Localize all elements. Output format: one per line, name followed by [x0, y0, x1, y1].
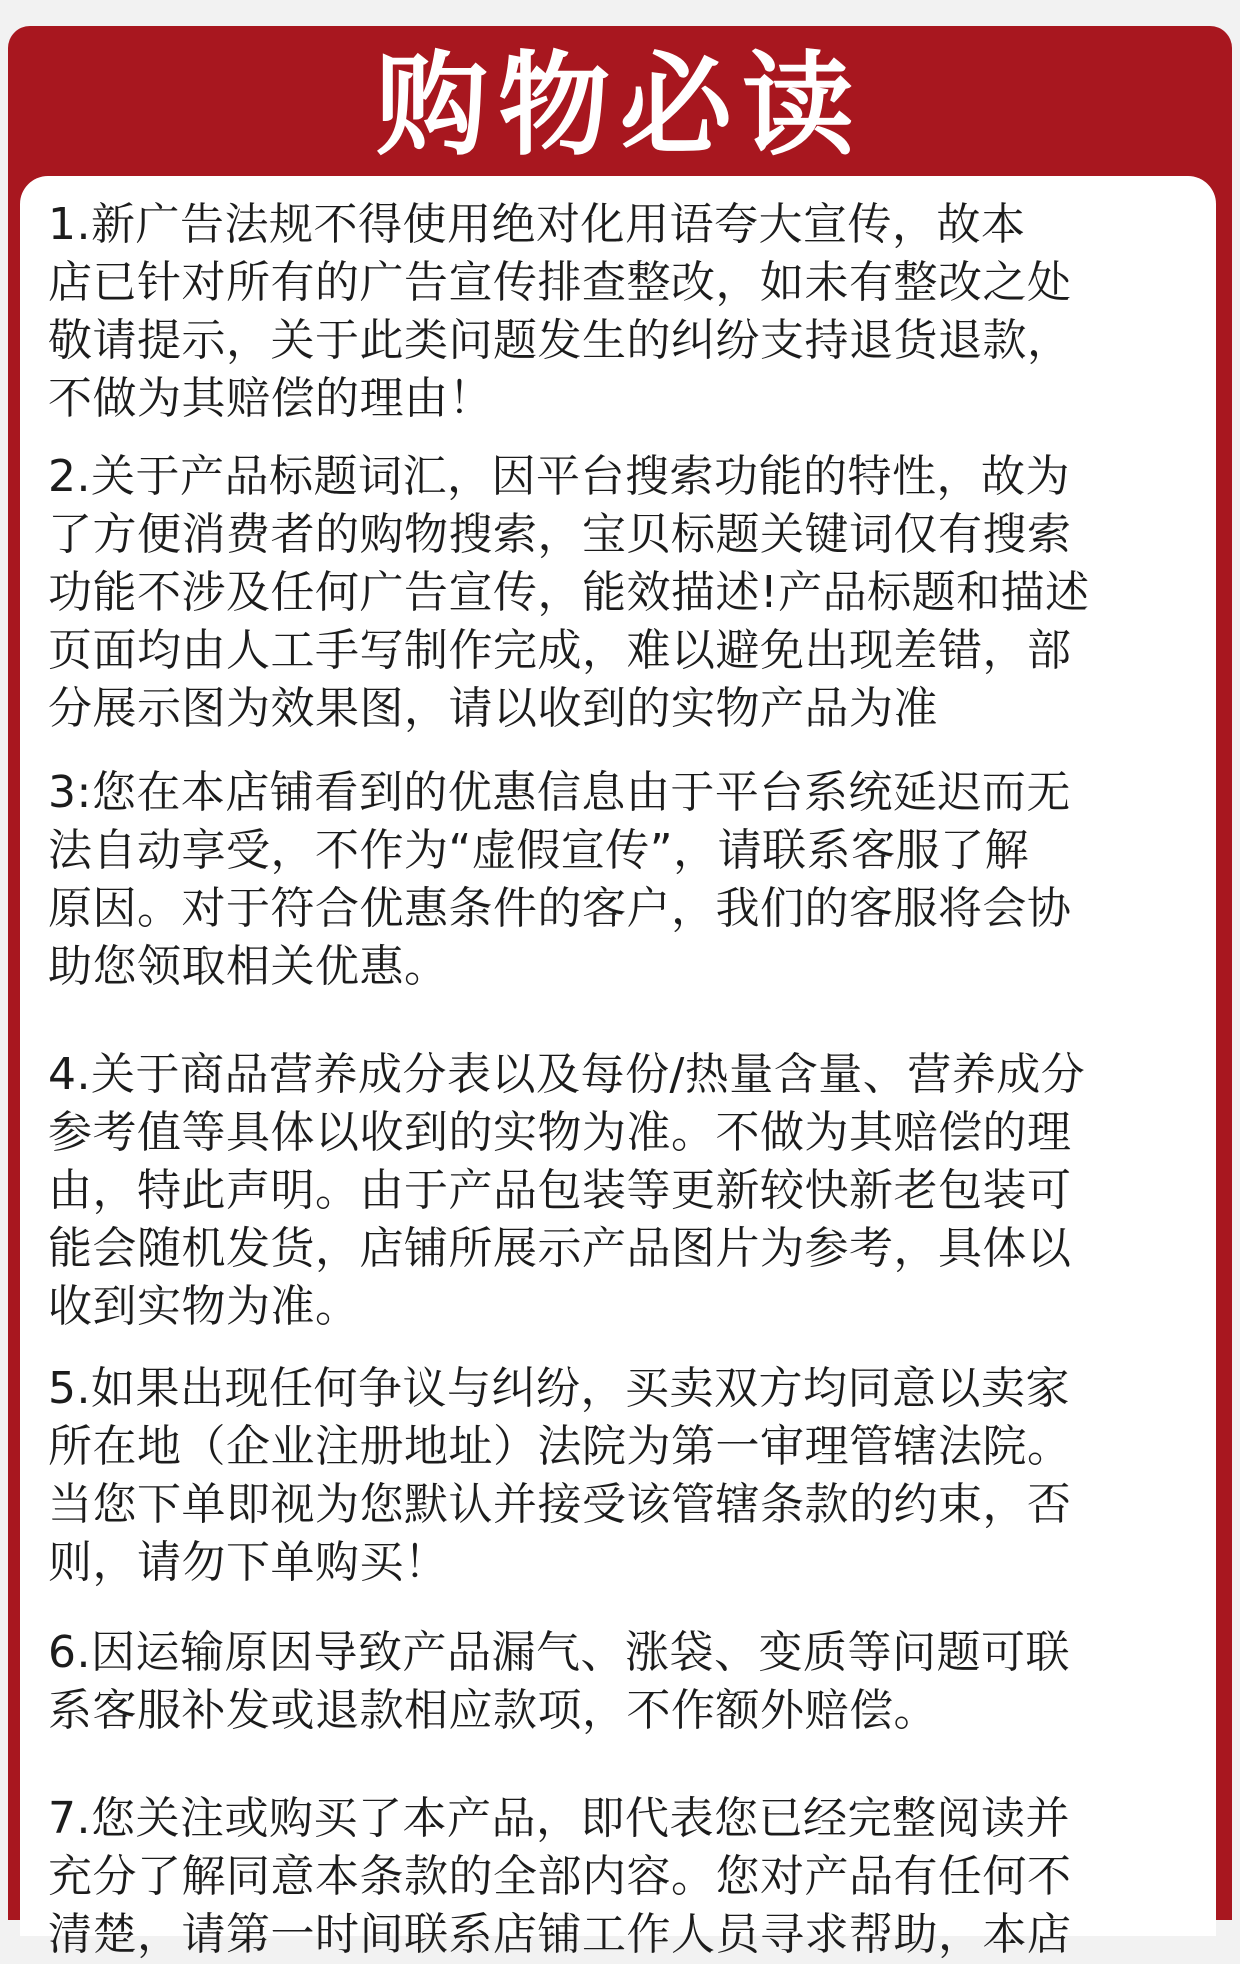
notice-item-4: 4.关于商品营养成分表以及每份/热量含量、营养成分 参考值等具体以收到的实物为准。不做为其赔偿的理 由，特此声明。由于产品包装等更新较快新老包装可 能会随机发货，店铺所展示产品图片为参考，具体以 收到实物为准。	[48, 1049, 1086, 1332]
notice-item-3: 3:您在本店铺看到的优惠信息由于平台系统延迟而无 法自动享受，不作为“虚假宣传”，请联系客服了解 原因。对于符合优惠条件的客户，我们的客服将会协 助您领取相关优惠。	[48, 767, 1072, 992]
notice-item-2: 2.关于产品标题词汇，因平台搜索功能的特性，故为 了方便消费者的购物搜索，宝贝标题关键词仅有搜索 功能不涉及任何广告宣传，能效描述!产品标题和描述 页面均由人工手写制作完成，难以避免出现差错，部 分展示图为效果图，请以收到的实物产品为准	[48, 451, 1090, 734]
page-title: 购物必读	[376, 40, 864, 171]
notice-item-7: 7.您关注或购买了本产品，即代表您已经完整阅读并 充分了解同意本条款的全部内容。您对产品有任何不 清楚，请第一时间联系店铺工作人员寻求帮助，本店	[48, 1793, 1072, 1960]
notice-item-5: 5.如果出现任何争议与纠纷，买卖双方均同意以卖家 所在地（企业注册地址）法院为第一审理管辖法院。 当您下单即视为您默认并接受该管辖条款的约束，否 则，请勿下单购买！	[48, 1363, 1072, 1588]
notice-item-6: 6.因运输原因导致产品漏气、涨袋、变质等问题可联 系客服补发或退款相应款项，不作额外赔偿。	[48, 1627, 1070, 1736]
notice-item-1: 1.新广告法规不得使用绝对化用语夸大宣传，故本 店已针对所有的广告宣传排查整改，如未有整改之处 敬请提示，关于此类问题发生的纠纷支持退货退款， 不做为其赔偿的理由！	[48, 199, 1072, 424]
notice-card	[20, 176, 1216, 1960]
shopping-notice-poster	[8, 26, 1232, 1960]
